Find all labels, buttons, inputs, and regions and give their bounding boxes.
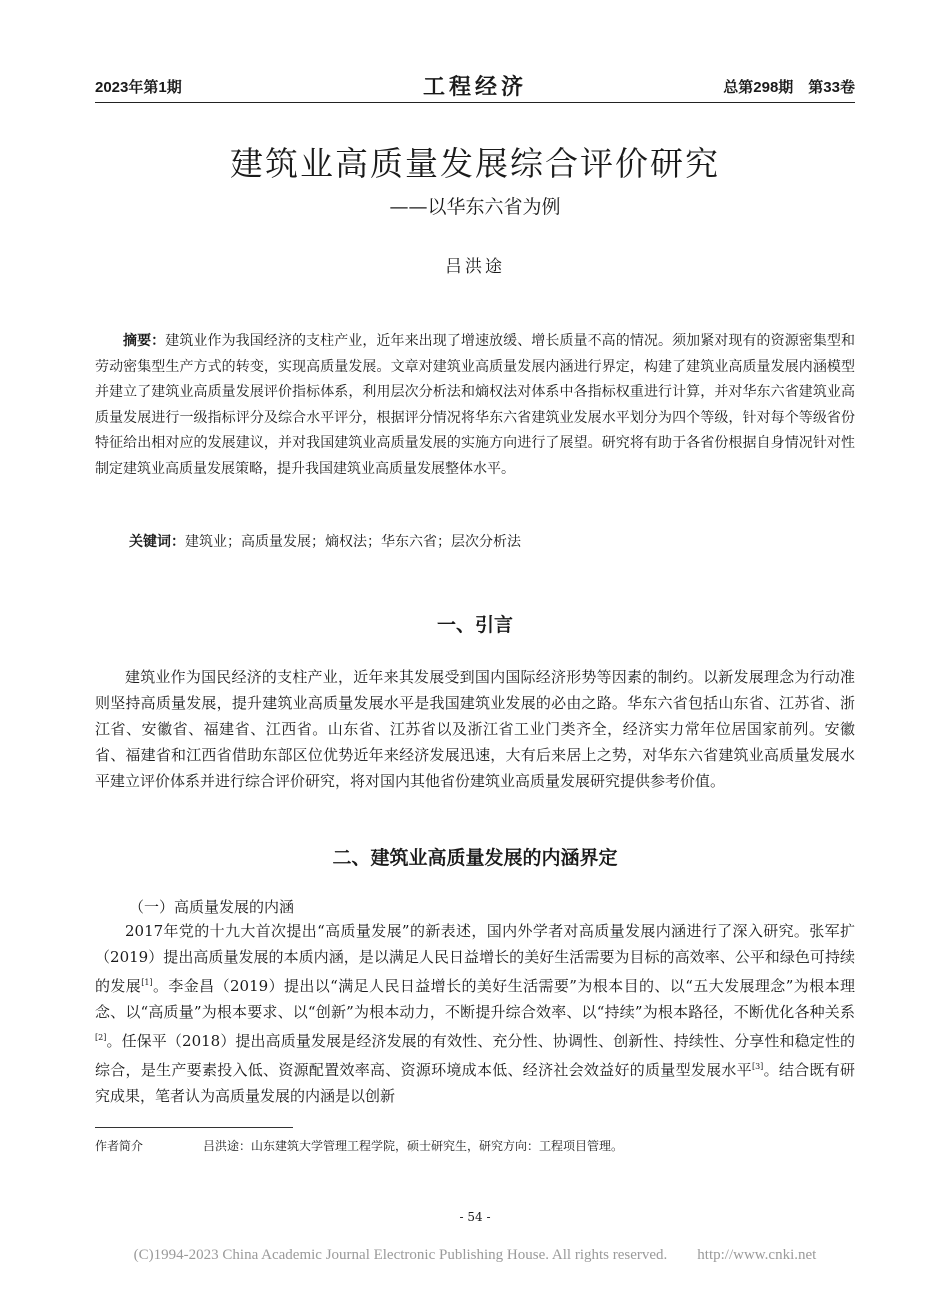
citation-ref[interactable]: [3] [751, 1062, 764, 1071]
para-segment: 。结合既有研究成果，笔者认为高质量发展的内涵是以创新 [95, 1061, 855, 1105]
abstract-label: 摘要： [123, 332, 166, 348]
section-heading-intro: 一、引言 [436, 615, 513, 636]
footnote-rule [95, 1127, 293, 1128]
abstract-text: 建筑业作为我国经济的支柱产业，近年来出现了增速放缓、增长质量不高的情况。须加紧对现有的资源密集型和劳动密集型生产方式的转变，实现高质量发展。文章对建筑业高质量发展内涵进行界定，构建了建筑业高质量发展内涵模型并建立了建筑业高质量发展评价指标体系，利用层次分析法和熵权法对体系中各指标权重进行计算，并对华东六省建筑业高质量发展进行一级指标评分及综合水平评分，根据评分情况将华东六省建筑业发展水平划分为四个等级，针对每个等级省份特征给出相对应的发展建议，并对我国建筑业高质量发展的实施方向进行了展望。研究将有助于各省份根据自身情况针对性制定建筑业高质量发展策略，提升我国建筑业高质量发展整体水平。 [95, 333, 856, 477]
keywords-label: 关键词： [129, 533, 185, 549]
abstract [95, 328, 855, 482]
paper-author: 吕洪途 [445, 257, 505, 277]
subsection-heading: （一）高质量发展的内涵 [129, 898, 295, 916]
volume-label: 总第298期 第33卷 [723, 79, 855, 96]
issue-label: 2023年第1期 [95, 79, 182, 96]
copyright-notice: (C)1994-2023 China Academic Journal Electronic Publishing House. All rights reserved. http://www.cnki.net [133, 1247, 817, 1263]
para-segment: 2017年党的十九大首次提出“高质量发展”的新表述，国内外学者对高质量发展内涵进行了深入研究。张军扩（2019）提出高质量发展的本质内涵，是以满足人民日益增长的美好生活需要为目标的高效率、公平和绿色可持续的发展 [95, 922, 855, 995]
para-segment: 。任保平（2018）提出高质量发展是经济发展的有效性、充分性、协调性、创新性、持续性、分享性和稳定性的综合，是生产要素投入低、资源配置效率高、资源环境成本低、经济社会效益好的质量型发展水平 [95, 1032, 855, 1079]
journal-name: 工程经济 [422, 74, 527, 99]
footnote-text: 吕洪途：山东建筑大学管理工程学院，硕士研究生，研究方向：工程项目管理。 [203, 1139, 624, 1153]
definition-paragraph [95, 918, 855, 1109]
page-number: - 54 - [459, 1210, 491, 1224]
footnote-label: 作者简介 [95, 1139, 144, 1153]
author-footnote [95, 1137, 623, 1154]
section-heading-definition: 二、建筑业高质量发展的内涵界定 [332, 848, 618, 869]
header-rule [95, 102, 855, 103]
paper-title: 建筑业高质量发展综合评价研究 [230, 144, 720, 183]
citation-ref[interactable]: [2] [95, 1033, 107, 1042]
paper-subtitle: ——以华东六省为例 [389, 196, 561, 218]
para-segment: 。李金昌（2019）提出以“满足人民日益增长的美好生活需要”为根本目的、以“五大发展理念”为根本理念、以“高质量”为根本要求、以“创新”为根本动力，不断提升综合效率、以“持续”为根本路径，不断优化各种关系 [95, 977, 855, 1021]
keywords-text: 建筑业；高质量发展；熵权法；华东六省；层次分析法 [185, 534, 521, 550]
intro-paragraph: 建筑业作为国民经济的支柱产业，近年来其发展受到国内国际经济形势等因素的制约。以新发展理念为行动准则坚持高质量发展，提升建筑业高质量发展水平是我国建筑业发展的必由之路。华东六省包括山东省、江苏省、浙江省、安徽省、福建省、江西省。山东省、江苏省以及浙江省工业门类齐全，经济实力常年位居国家前列。安徽省、福建省和江西省借助东部区位优势近年来经济发展迅速，大有后来居上之势，对华东六省建筑业高质量发展水平建立评价体系并进行综合评价研究，将对国内其他省份建筑业高质量发展研究提供参考价值。 [95, 668, 855, 790]
citation-ref[interactable]: [1] [141, 978, 153, 987]
keywords [129, 531, 849, 551]
